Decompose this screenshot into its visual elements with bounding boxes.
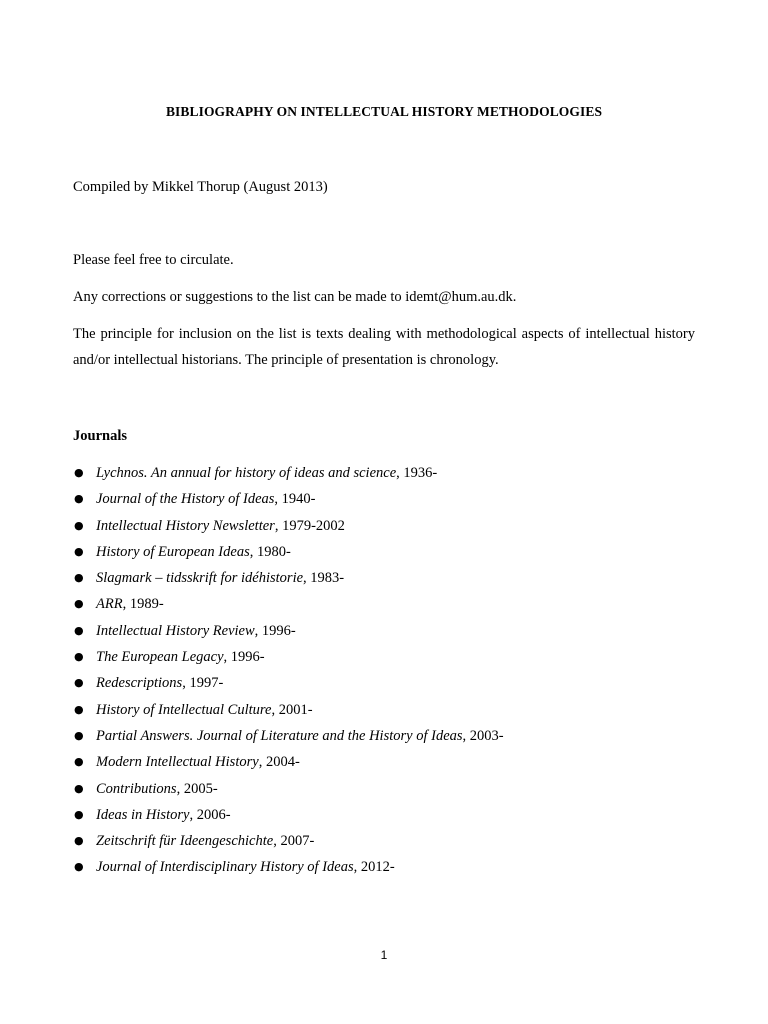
journal-years: , 2006- [189, 806, 231, 823]
bullet-icon: ● [74, 518, 84, 532]
journal-list-item [73, 486, 504, 512]
inclusion-principle-paragraph: The principle for inclusion on the list is texts dealing with methodological aspects of intellectual history and/or intellectual historians. The principle of presentation is chronology. [73, 326, 695, 368]
journal-list-item [73, 828, 504, 854]
journal-list-item [73, 697, 504, 723]
bullet-icon: ● [74, 728, 84, 742]
journal-title: Lychnos. An annual for history of ideas and science [96, 465, 397, 481]
journal-title: The European Legacy [96, 649, 224, 666]
journals-heading: Journals [73, 428, 127, 444]
journal-list-item [73, 802, 504, 828]
bullet-icon: ● [74, 807, 84, 821]
bullet-icon: ● [74, 702, 84, 716]
compiled-by-line: Compiled by Mikkel Thorup (August 2013) [73, 179, 328, 195]
journal-title: ARR [96, 596, 123, 613]
journal-years: , 1989- [122, 596, 164, 613]
circulate-note: Please feel free to circulate. [73, 252, 234, 268]
journal-list-item [73, 670, 504, 696]
journal-list-item [73, 513, 504, 539]
bullet-icon: ● [74, 544, 84, 558]
journal-list-item [73, 618, 504, 644]
journal-years: , 1979-2002 [274, 517, 345, 534]
journal-title: Zeitschrift für Ideengeschichte [96, 833, 274, 850]
journal-list-item [73, 539, 504, 565]
journal-list-item [73, 854, 504, 880]
journal-years: , 1996- [223, 649, 265, 666]
journal-title: History of European Ideas [96, 543, 250, 560]
bullet-icon: ● [74, 623, 84, 637]
journal-years: , 1980- [249, 543, 291, 560]
journal-title: Journal of the History of Ideas [96, 491, 275, 508]
journal-title: Partial Answers. Journal of Literature and the History of Ideas [96, 727, 463, 744]
journal-list-item [73, 565, 504, 591]
bullet-icon: ● [74, 676, 84, 690]
page-number: 1 [380, 948, 388, 962]
journal-years: , 1940- [274, 491, 316, 508]
journal-title: Intellectual History Review [96, 622, 255, 639]
journal-title: Contributions [96, 780, 177, 797]
document-title: BIBLIOGRAPHY ON INTELLECTUAL HISTORY METHODOLOGIES [165, 104, 603, 119]
journal-years: , 2001- [271, 701, 313, 718]
journal-list-item [73, 749, 504, 775]
bullet-icon: ● [74, 597, 84, 611]
journal-list-item [73, 591, 504, 617]
journal-title: Slagmark – tidsskrift for idéhistorie [96, 570, 304, 587]
journal-years: , 1996- [254, 622, 296, 639]
bullet-icon: ● [74, 755, 84, 769]
journal-years: , 2005- [176, 780, 218, 797]
corrections-note: Any corrections or suggestions to the list can be made to idemt@hum.au.dk. [73, 289, 517, 305]
bullet-icon: ● [74, 650, 84, 664]
journal-years: , 2004- [258, 754, 300, 771]
journal-list-item [73, 460, 504, 486]
journal-title: Redescriptions [96, 675, 183, 692]
bullet-icon: ● [74, 571, 84, 585]
journal-years: , 2012- [353, 859, 395, 876]
bullet-icon: ● [74, 860, 84, 874]
bullet-icon: ● [74, 492, 84, 506]
journal-title: Intellectual History Newsletter [96, 517, 275, 534]
journal-title: Ideas in History [96, 806, 190, 823]
journal-list-item [73, 776, 504, 802]
journal-years: , 1936- [396, 465, 438, 481]
journal-list-item [73, 723, 504, 749]
journal-title: Modern Intellectual History [96, 754, 259, 771]
journal-list-item [73, 644, 504, 670]
bullet-icon: ● [74, 466, 84, 479]
journal-title: History of Intellectual Culture [96, 701, 272, 718]
journal-title: Journal of Interdisciplinary History of Ideas [96, 859, 354, 876]
journal-years: , 1983- [303, 570, 345, 587]
journals-list [73, 460, 504, 881]
bullet-icon: ● [74, 834, 84, 848]
journal-years: , 1997- [182, 675, 224, 692]
journal-years: , 2003- [462, 727, 504, 744]
journal-years: , 2007- [273, 833, 315, 850]
bullet-icon: ● [74, 781, 84, 795]
